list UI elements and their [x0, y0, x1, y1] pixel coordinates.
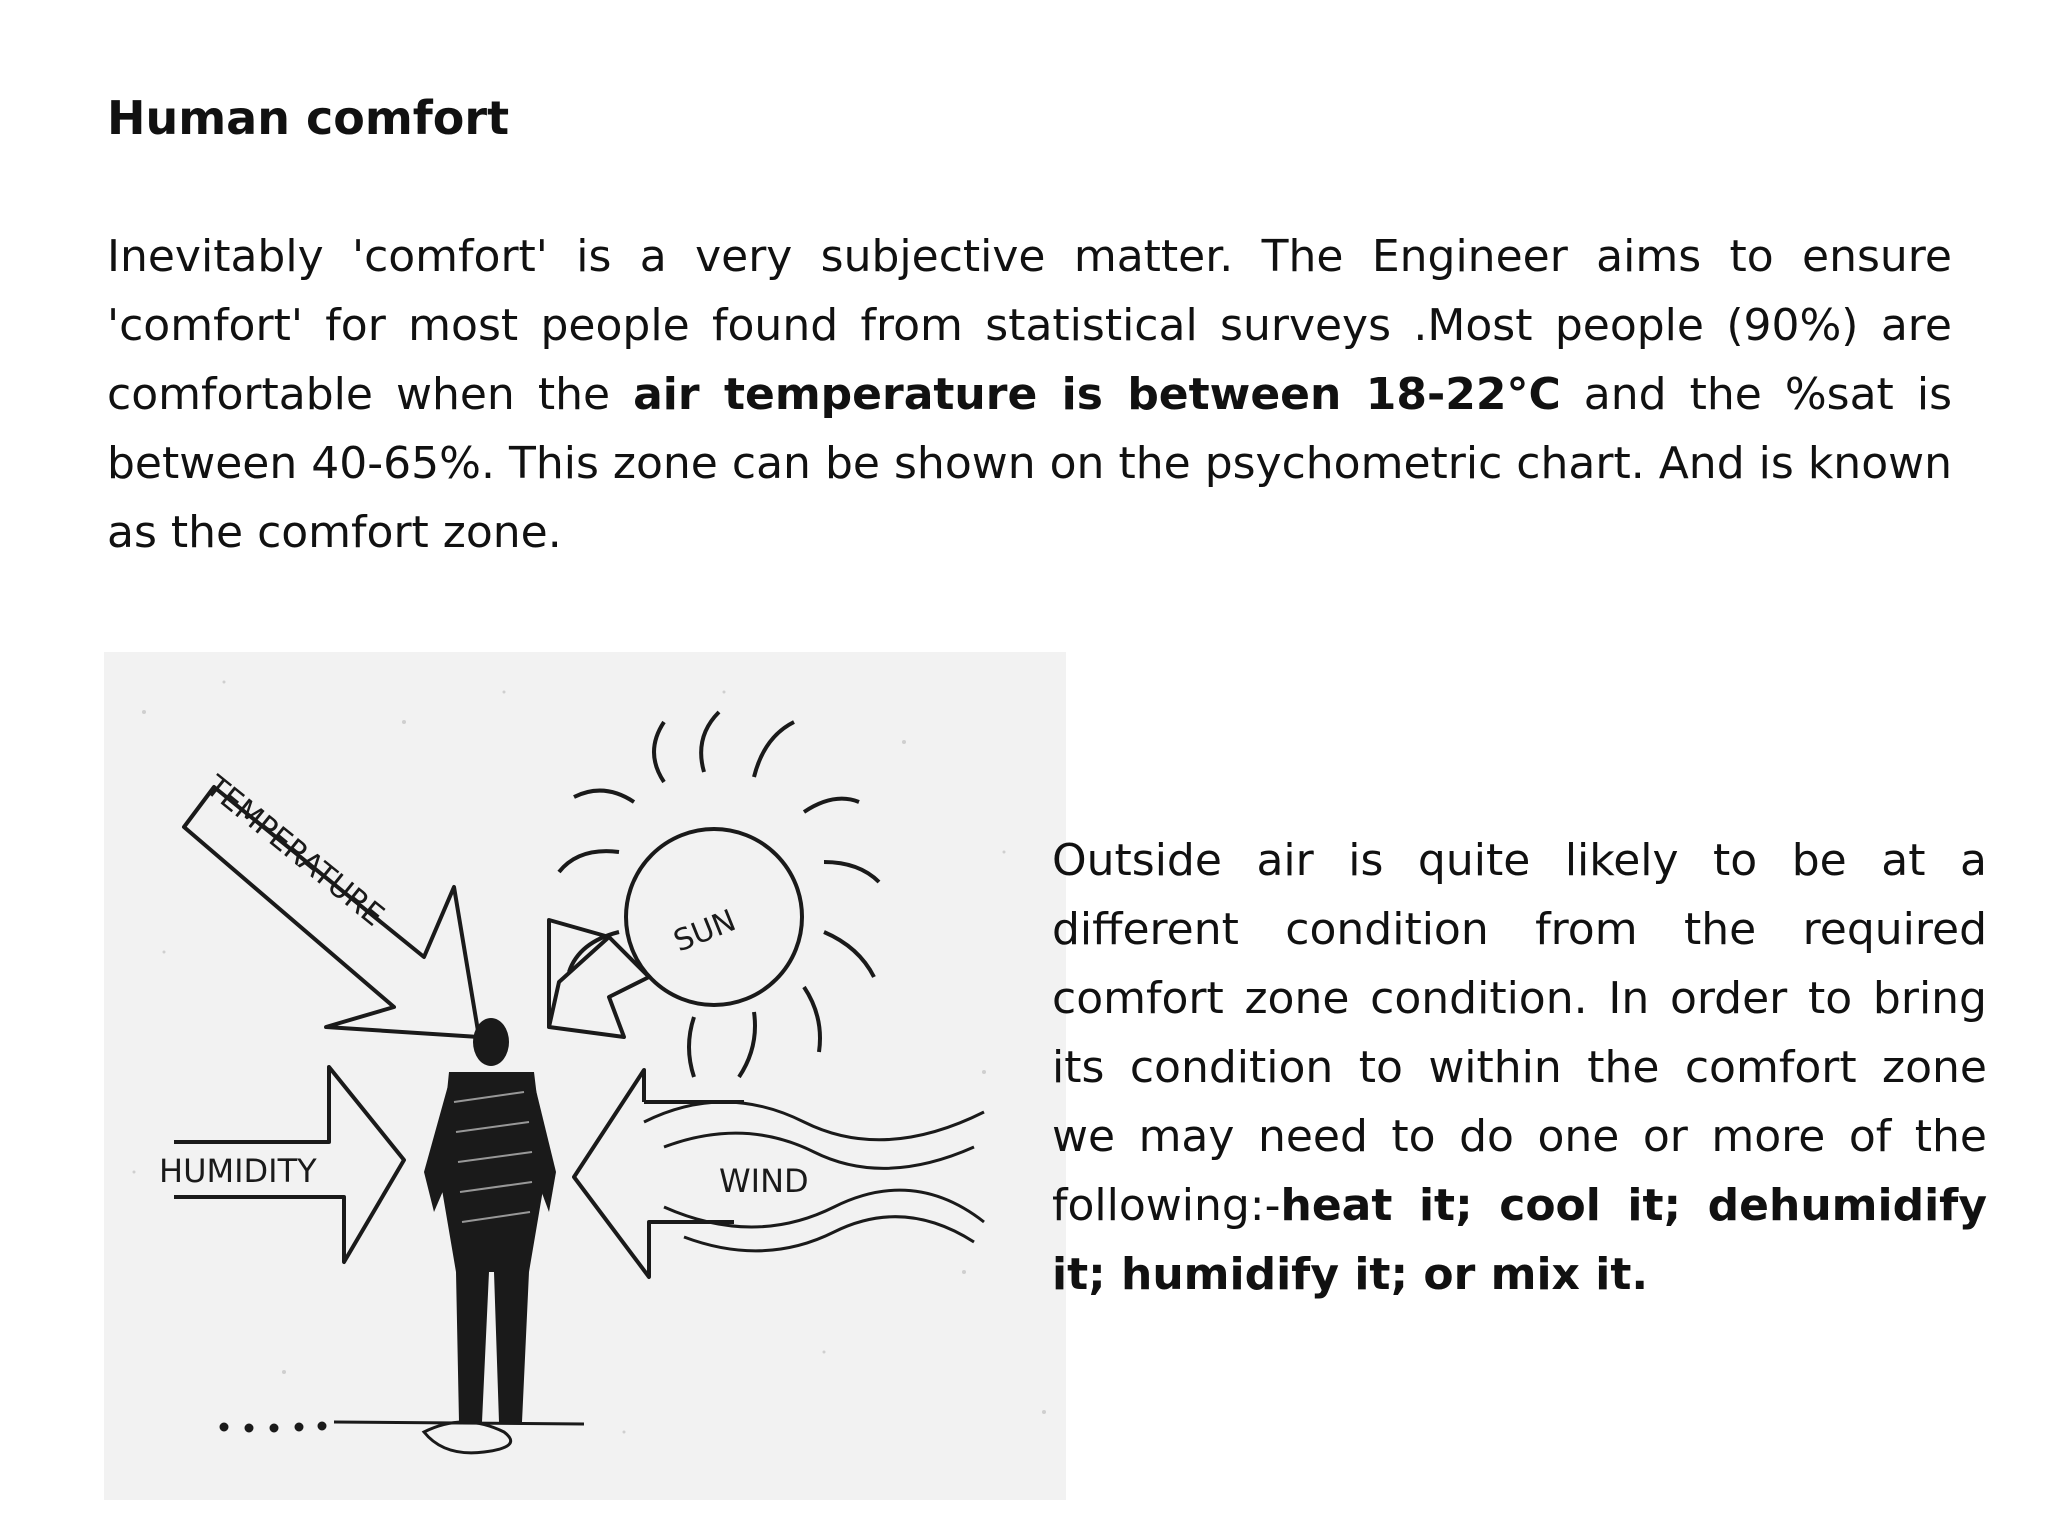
comfort-factors-sketch [104, 652, 1066, 1500]
side-paragraph [1052, 826, 1987, 1309]
humidity-label: HUMIDITY [159, 1152, 317, 1190]
temperature-label: TEMPERATURE [198, 769, 391, 934]
side-text-1: Outside air is quite likely to be at a different condition from the required comfort zone condition. In order to bring its condition to within the comfort zone we may need to do one or more of the following:- [1052, 835, 1987, 1231]
wind-label: WIND [719, 1162, 809, 1200]
sun-label: SUN [668, 903, 741, 960]
intro-text-2: and the %sat is between 40-65%. This zone can be shown on the psychometric chart. And is known as the comfort zone. [107, 369, 1952, 558]
intro-text-1: Inevitably 'comfort' is a very subjective matter. The Engineer aims to ensure 'comfort' for most people found from statistical surveys .Most people (90%) are comfortable when the [107, 231, 1952, 420]
comfort-factors-illustration [104, 652, 1066, 1500]
intro-bold-temperature: air temperature is between 18-22°C [633, 369, 1561, 420]
page-title: Human comfort [107, 91, 510, 145]
side-bold-actions: heat it; cool it; dehumidify it; humidify it; or mix it. [1052, 1180, 1987, 1300]
intro-paragraph [107, 222, 1952, 567]
